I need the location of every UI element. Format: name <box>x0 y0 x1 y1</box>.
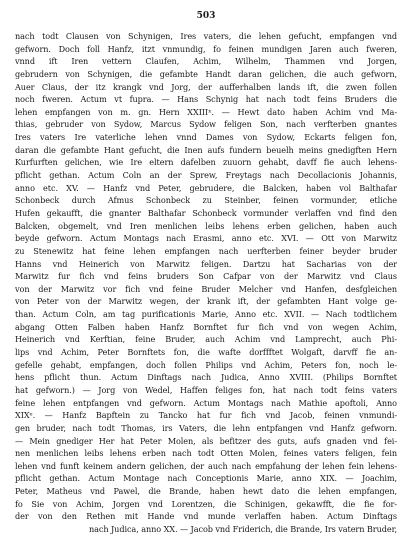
text-line: Heinerich vnd Kerftian, feine Bruder, auch Achim vnd Lamprecht, auch Phi- <box>15 334 397 345</box>
text-line: Hanns vnd Heinerich von Marwitz feligen. Dartzu hat Sacharias von der <box>15 258 397 269</box>
page-number: 503 <box>196 11 216 21</box>
text-line: thias, gebruder von Sydow, Marcus Sydow feligen Son, nach verfterben gnantes <box>15 119 397 130</box>
text-line: Balcken, obgemelt, vnd Iren menlichen leibs lehens erben gelichen, haben auch <box>15 220 397 231</box>
text-line: lehen empfangen von m. gn. Hern XXIIIˣ. — Hewt dato haben Achim vnd Ma- <box>15 106 397 117</box>
text-line: Ires vaters Ire vaterliche lehen vnnd Dames von Sydow, Eckarts feligen fon, <box>15 132 397 143</box>
text-line: — Mein gnediger Her hat Peter Molen, als befitzer des guts, aufs gnaden vnd fei- <box>15 435 397 446</box>
text-line: von Peter von der Marwitz wegen, der krank ift, der gefambten Hant volge ge- <box>15 296 397 307</box>
text-line: nach todt Clausen von Schynigen, Ires vaters, die lehen gefucht, empfangen vnd <box>15 31 397 41</box>
text-line: pflicht gethan. Actum Montage nach Conceptionis Marie, anno XIX. — Joachim, <box>15 473 397 484</box>
text-line: lehen vnd funft keinem andern gelichen, der auch nach empfahung der lehen fein lehens- <box>15 460 397 471</box>
text-line: lips vnd Achim, Peter Bornftets fon, die wafte dorffftet Wolgaft, darvff fie an- <box>15 347 397 358</box>
text-line: gefelle gehabt, empfangen, doch follen Philips vnd Achim, Peters fon, noch le- <box>15 359 397 370</box>
text-line: nach Judica, anno XX. — Jacob vnd Friderich, die Brande, Irs vatern Bruder, <box>88 523 397 534</box>
text-line: hens pflicht thun. Actum Dinftags nach Judica, Anno XVIII. (Philips Bornftet <box>15 372 397 383</box>
text-line: gebrudern von Schynigen, die gefambte Handt daran gelichen, die auch gefworn, <box>15 68 397 79</box>
text-line: Kurfurften gelichen, wie Ire eltern dafelben zuuorn gehabt, davff fie auch lehens- <box>15 157 397 168</box>
text-line: Schonbeck durch Afmus Schonbeck zu Steinber, feinen vormunder, etliche <box>15 195 397 206</box>
text-line: gefworn. Doch foll Hanfz, itzt vnmundig, fo feinen mundigen Jaren auch fweren, <box>15 43 397 54</box>
text-line: Peter, Matheus vnd Pawel, die Brande, haben hewt dato die lehen empfangen, <box>15 486 397 497</box>
text-line: noch fweren. Actum vt fupra. — Hans Schynig hat nach todt feins Bruders die <box>15 94 397 105</box>
text-line: nen menlichen leibs lehens erben nach todt Otten Molen, feines vaters feligen, fein <box>15 448 397 459</box>
text-line: anno etc. XV. — Hanfz vnd Peter, gebrudere, die Balcken, haben vol Balthafar <box>15 182 397 193</box>
text-line: abgang Otten Falben haben Hanfz Bornftet fur fich vnd von wegen Achim, <box>15 321 397 332</box>
text-line: than. Actum Coln, am tag purificationis Marie, Anno etc. XVII. — Nach todtlichem <box>15 309 397 320</box>
text-line: gen bruder, nach todt Thomas, irs Vaters, die lehn entpfangen vnd Hanfz gefworn. <box>15 422 397 433</box>
text-line: hat gefworn.) — Jorg von Wedel, Haffen feliges fon, hat nach todt feins vaters <box>15 384 397 395</box>
text-line: XIXᵉ. — Hanfz Bapftein zu Tancko hat fur fich vnd Jacob, feinen vnmundi- <box>15 410 397 421</box>
text-line: Hufen gekaufft, die gnanter Balthafar Schonbeck vormunder verlaffen vnd find den <box>15 207 397 218</box>
text-line: fo Sie von Achim, Jorgen vnd Lorentzen, die Schinigen, gekawfft, die fie for- <box>15 498 397 509</box>
text-line: Auer Claus, der itz krangk vnd Jorg, der aufferhalben lands ift, die zwen follen <box>15 81 397 92</box>
text-line: beyde gefworn. Actum Montags nach Erasmi, anno etc. XVI. — Ott von Marwitz <box>15 233 397 244</box>
text-line: vnnd ift Iren vettern Claufen, Achim, Wilhelm, Thammen vnd Jorgen, <box>15 56 397 67</box>
text-line: der von den Rethen mit Hande vnd munde verlaffen haben. Actum Dinftags <box>15 511 397 522</box>
text-line: feine lehen entpfangen vnd gefworn. Actum Montags nach Mathie apoftoli, Anno <box>15 397 397 408</box>
text-line: von der Marwitz vor fich vnd feine Bruder Melcher vnd Hanfen, desfgleichen <box>15 283 397 294</box>
text-line: zu Stenewitz hat feine lehen empfangen nach uerfterben feiner beyder bruder <box>15 245 397 256</box>
text-line: Marwitz fur fich vnd feins bruders Son Cafpar von der Marwitz vnd Claus <box>15 271 397 282</box>
text-line: daran die gefambte Hant gefucht, die Inen aufs fundern beuelh meins gnedigften Hern <box>15 144 397 155</box>
body-text <box>15 30 397 536</box>
text-line: pflicht gethan. Actum Coln an der Sprew, Freytags nach Decollacionis Johannis, <box>15 170 397 181</box>
